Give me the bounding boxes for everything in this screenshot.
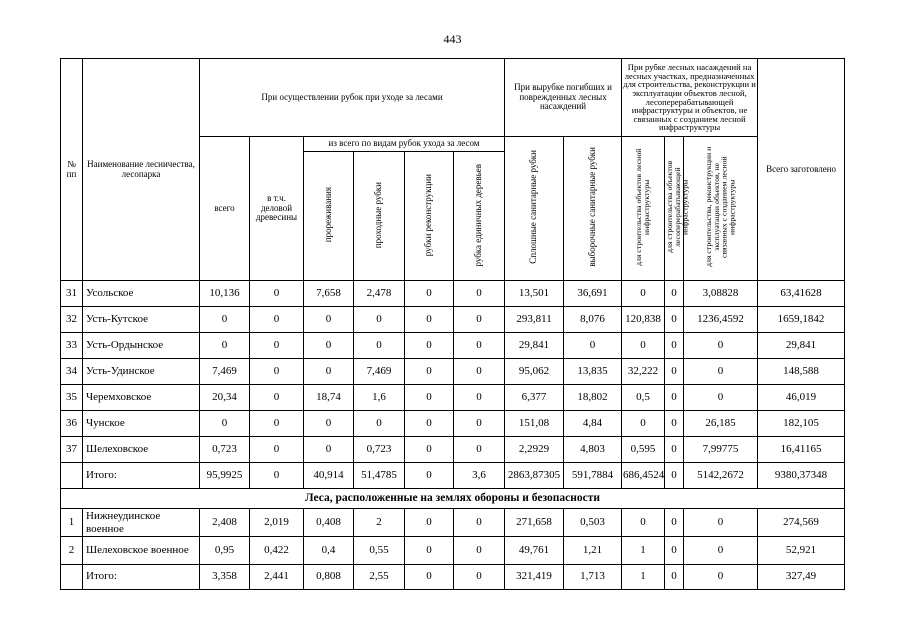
cell: 13,835 [564,359,622,385]
cell: 0 [405,385,454,411]
cell: 10,136 [200,281,250,307]
cell: 0 [665,333,684,359]
cell: 0 [250,307,304,333]
header-of-total-by-type: из всего по видам рубок ухода за лесом [304,137,505,152]
cell: 0 [304,333,354,359]
cell: 0 [200,307,250,333]
cell: 1 [622,565,665,590]
total-row [61,463,845,489]
cell: 0 [665,537,684,565]
cell: 0,408 [304,509,354,537]
cell: 0 [304,359,354,385]
cell: 18,74 [304,385,354,411]
cell: 0 [250,333,304,359]
row-num: 33 [61,333,83,359]
cell: 0 [250,359,304,385]
cell: 274,569 [758,509,845,537]
cell: 2,2929 [505,437,564,463]
row-name: Усть-Ордынское [83,333,200,359]
cell: 1659,1842 [758,307,845,333]
cell: 0,95 [200,537,250,565]
row-name: Усть-Кутское [83,307,200,333]
cell: 0 [250,463,304,489]
cell: 2,441 [250,565,304,590]
cell: 0 [684,537,758,565]
row-name: Итого: [83,463,200,489]
header-total-all: всего [200,137,250,281]
row-name: Шелеховское [83,437,200,463]
cell: 0 [564,333,622,359]
cell: 151,08 [505,411,564,437]
cell: 20,34 [200,385,250,411]
cell: 1 [622,537,665,565]
cell: 0 [200,411,250,437]
cell: 0 [304,307,354,333]
cell: 0,5 [622,385,665,411]
header-passing: проходные рубки [354,152,405,281]
header-sanitary-select: выборочные санитарные рубки [564,137,622,281]
cell: 1,713 [564,565,622,590]
cell: 0 [684,359,758,385]
cell: 327,49 [758,565,845,590]
cell: 0 [454,537,505,565]
cell: 0 [454,565,505,590]
cell: 36,691 [564,281,622,307]
table-row [61,307,845,333]
cell: 2,019 [250,509,304,537]
cell: 0 [304,411,354,437]
cell: 0 [665,437,684,463]
header-group-care: При осуществлении рубок при уходе за лесами [200,59,505,137]
harvest-table [60,58,845,590]
total-row [61,565,845,590]
header-name: Наименование лесничества, лесопарка [83,59,200,281]
cell: 0 [354,307,405,333]
cell: 26,185 [684,411,758,437]
header-group-infra: При рубке лесных насаждений на лесных участках, предназначенных для строительства, реконструкции и эксплуатации объектов лесной, лесоперерабатывающей инфраструктуры и объектов, не связанных с созданием лесной инфраструктуры [622,59,758,137]
cell: 0,808 [304,565,354,590]
cell: 29,841 [758,333,845,359]
cell: 0 [665,359,684,385]
cell: 0 [405,359,454,385]
table-row [61,385,845,411]
row-num [61,463,83,489]
cell: 182,105 [758,411,845,437]
cell: 0 [200,333,250,359]
row-name: Усть-Удинское [83,359,200,385]
cell: 0,422 [250,537,304,565]
row-name: Чунское [83,411,200,437]
header-total-harvested: Всего заготовлено [758,59,845,281]
row-num: 31 [61,281,83,307]
cell: 0 [454,411,505,437]
header-sanitary-clear: Сплошные санитарные рубки [505,137,564,281]
cell: 32,222 [622,359,665,385]
cell: 0,723 [200,437,250,463]
cell: 0 [250,281,304,307]
cell: 63,41628 [758,281,845,307]
cell: 0 [665,565,684,590]
section-row [61,489,845,509]
cell: 7,658 [304,281,354,307]
cell: 0,503 [564,509,622,537]
cell: 16,41165 [758,437,845,463]
cell: 4,84 [564,411,622,437]
cell: 0 [405,463,454,489]
cell: 120,838 [622,307,665,333]
cell: 0 [684,565,758,590]
cell: 0 [665,411,684,437]
cell: 271,658 [505,509,564,537]
cell: 51,4785 [354,463,405,489]
header-group-dead: При вырубке погибших и поврежденных лесных насаждений [505,59,622,137]
cell: 293,811 [505,307,564,333]
cell: 0 [405,411,454,437]
table-row [61,359,845,385]
cell: 0 [405,565,454,590]
cell: 6,377 [505,385,564,411]
cell: 9380,37348 [758,463,845,489]
cell: 0 [250,411,304,437]
row-num: 37 [61,437,83,463]
cell: 8,076 [564,307,622,333]
cell: 5142,2672 [684,463,758,489]
header-incl-business: в т.ч. деловой древесины [250,137,304,281]
cell: 0 [622,333,665,359]
cell: 0 [454,281,505,307]
header-infra-other: для строительства, реконструкции и эксплуатации объектов, не связанных с созданием лесной инфраструктуры [684,137,758,281]
cell: 0 [454,359,505,385]
cell: 3,358 [200,565,250,590]
cell: 0 [405,281,454,307]
cell: 95,9925 [200,463,250,489]
cell: 686,4524 [622,463,665,489]
row-name: Нижнеудинское военное [83,509,200,537]
cell: 2,478 [354,281,405,307]
table-row [61,411,845,437]
row-num [61,565,83,590]
cell: 0 [665,509,684,537]
cell: 0 [405,509,454,537]
header-single-trees: рубка единичных деревьев [454,152,505,281]
cell: 0 [405,333,454,359]
header-reconstruction: рубки реконструкции [405,152,454,281]
cell: 0 [354,411,405,437]
cell: 0 [622,509,665,537]
cell: 95,062 [505,359,564,385]
cell: 0 [454,509,505,537]
cell: 2 [354,509,405,537]
cell: 46,019 [758,385,845,411]
table-row [61,537,845,565]
cell: 0 [684,333,758,359]
cell: 0 [454,437,505,463]
row-num: 1 [61,509,83,537]
cell: 0 [454,333,505,359]
row-num: 35 [61,385,83,411]
header-infra-forest: для строительства объектов лесной инфраструктуры [622,137,665,281]
row-name: Шелеховское военное [83,537,200,565]
cell: 40,914 [304,463,354,489]
cell: 4,803 [564,437,622,463]
cell: 0 [665,307,684,333]
table-row [61,333,845,359]
table-row [61,437,845,463]
header-num: № пп [61,59,83,281]
row-name: Черемховское [83,385,200,411]
cell: 0,723 [354,437,405,463]
cell: 7,469 [354,359,405,385]
cell: 3,08828 [684,281,758,307]
cell: 0 [684,385,758,411]
row-name: Итого: [83,565,200,590]
cell: 0,595 [622,437,665,463]
cell: 148,588 [758,359,845,385]
cell: 49,761 [505,537,564,565]
cell: 0,55 [354,537,405,565]
cell: 18,802 [564,385,622,411]
cell: 0 [454,307,505,333]
cell: 0 [405,537,454,565]
cell: 0 [405,437,454,463]
cell: 2,55 [354,565,405,590]
cell: 1,21 [564,537,622,565]
cell: 0 [304,437,354,463]
cell: 0 [665,281,684,307]
cell: 0 [454,385,505,411]
cell: 0 [250,437,304,463]
cell: 1,6 [354,385,405,411]
table-row [61,281,845,307]
cell: 1236,4592 [684,307,758,333]
cell: 52,921 [758,537,845,565]
table-row [61,509,845,537]
cell: 2,408 [200,509,250,537]
cell: 0 [250,385,304,411]
cell: 2863,87305 [505,463,564,489]
header-thinning: прореживания [304,152,354,281]
cell: 0 [665,463,684,489]
cell: 591,7884 [564,463,622,489]
section-title: Леса, расположенные на землях обороны и безопасности [61,489,845,509]
cell: 0,4 [304,537,354,565]
cell: 7,469 [200,359,250,385]
cell: 13,501 [505,281,564,307]
cell: 29,841 [505,333,564,359]
row-num: 36 [61,411,83,437]
cell: 0 [665,385,684,411]
cell: 0 [405,307,454,333]
cell: 321,419 [505,565,564,590]
row-num: 32 [61,307,83,333]
row-num: 2 [61,537,83,565]
header-infra-processing: для строительства объектов лесоперерабатывающей инфраструктуры [665,137,684,281]
cell: 0 [354,333,405,359]
cell: 3,6 [454,463,505,489]
row-name: Усольское [83,281,200,307]
cell: 0 [622,411,665,437]
cell: 0 [684,509,758,537]
row-num: 34 [61,359,83,385]
page-number: 443 [443,32,462,46]
cell: 7,99775 [684,437,758,463]
cell: 0 [622,281,665,307]
